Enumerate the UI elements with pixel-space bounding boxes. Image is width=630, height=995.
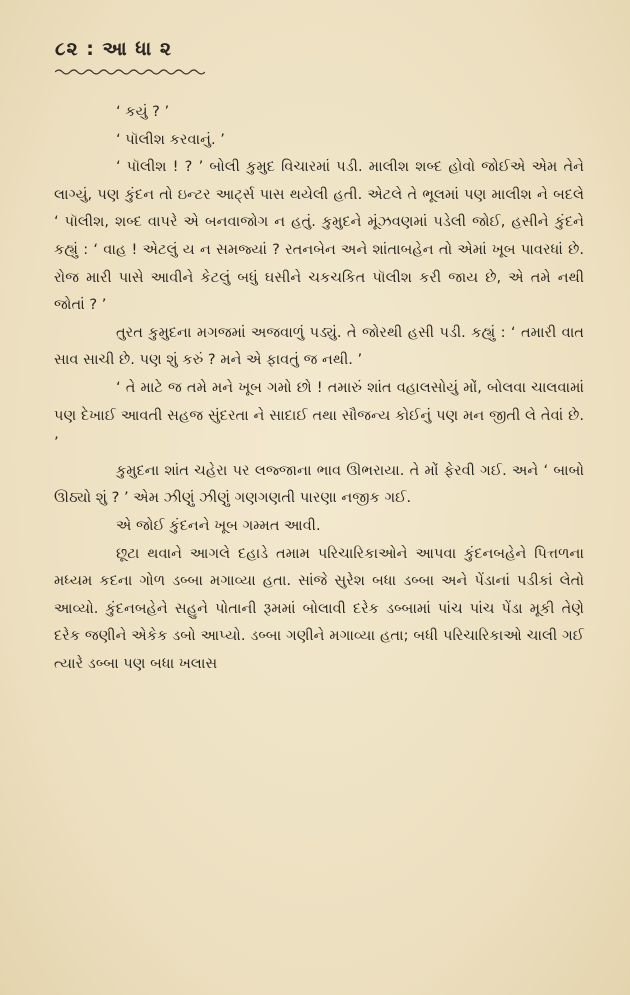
paragraph: ‘ તે માટે જ તમે મને ખૂબ ગમો છો ! તમારું શાંત વહાલસોયું મોં, બોલવા ચાલવામાં પણ દેખાઈ આવતી સહજ સુંદરતા ને સાદાઈ તથા સૌજન્ય કોઈનું પણ મન જીતી લે તેવાં છે. ’ [54, 378, 584, 452]
paragraph: તુરત કુમુદના મગજમાં અજવાળું પડ્યું. તે જોરથી હસી પડી. કહ્યું : ‘ તમારી વાત સાવ સાચી છે. પણ શું કરું ? મને એ ફાવતું જ નથી. ’ [54, 323, 584, 369]
paragraph: કુમુદના શાંત ચહેરા પર લજ્જાના ભાવ ઊભરાયા. તે મોં ફેરવી ગઈ. અને ‘ બાબો ઊઠ્યો શું ? ’ એમ ઝીણું ઝીણું ગણગણતી પારણા નજીક ગઈ. [54, 461, 584, 507]
page-body [54, 98, 584, 677]
page-number: ૮૨ [55, 38, 79, 60]
paragraph: ‘ પૉલીશ કરવાનું. ’ [116, 130, 225, 148]
paragraph: એ જોઈ કુંદનને ખૂબ ગમ્મત આવી. [116, 516, 321, 534]
header-separator: : [86, 38, 95, 60]
wavy-underline-ornament [55, 68, 205, 76]
paragraph: ‘ પૉલીશ ! ? ’ બોલી કુમુદ વિચારમાં પડી. માલીશ શબ્દ હોવો જોઈએ એમ તેને લાગ્યું, પણ કુંદન તો ઇન્ટર આર્ટ્સ પાસ થયેલી હતી. એટલે તે ભૂલમાં પણ માલીશ ને બદલે ‘ પૉલીશ, શબ્દ વાપરે એ બનવાજોગ ન હતું. કુમુદને મૂંઝવણમાં પડેલી જોઈ, હસીને કુંદને કહ્યું : ‘ વાહ ! એટલું ય ન સમજ્યાં ? રતનબેન અને શાંતાબહેન તો એમાં ખૂબ પાવરધાં છે. રોજ મારી પાસે આવીને કેટલું બધું ઘસીને ચકચકિત પૉલીશ કરી જાય છે, એ તમે નથી જોતાં ? ’ [54, 158, 584, 314]
paragraph: ‘ કયું ? ’ [116, 103, 170, 120]
book-title: આ ધા ૨ [102, 38, 173, 60]
paragraph: છૂટા થવાને આગલે દહાડે તમામ પરિચારિકાઓને આપવા કુંદનબહેને પિત્તળના મધ્યમ કદના ગોળ ડબ્બા મગાવ્યા હતા. સાંજે સુરેશ બધા ડબ્બા અને પેંડાનાં પડીકાં લેતો આવ્યો. કુંદનબહેને સહુને પોતાની રૂમમાં બોલાવી દરેક ડબ્બામાં પાંચ પાંચ પેંડા મૂકી તેણે દરેક જણીને એકેક ડબો આપ્યો. ડબ્બા ગણીને મગાવ્યા હતા; બધી પરિચારિકાઓ ચાલી ગઈ ત્યારે ડબ્બા પણ બધા ખલાસ [54, 544, 584, 672]
running-header [55, 38, 172, 60]
